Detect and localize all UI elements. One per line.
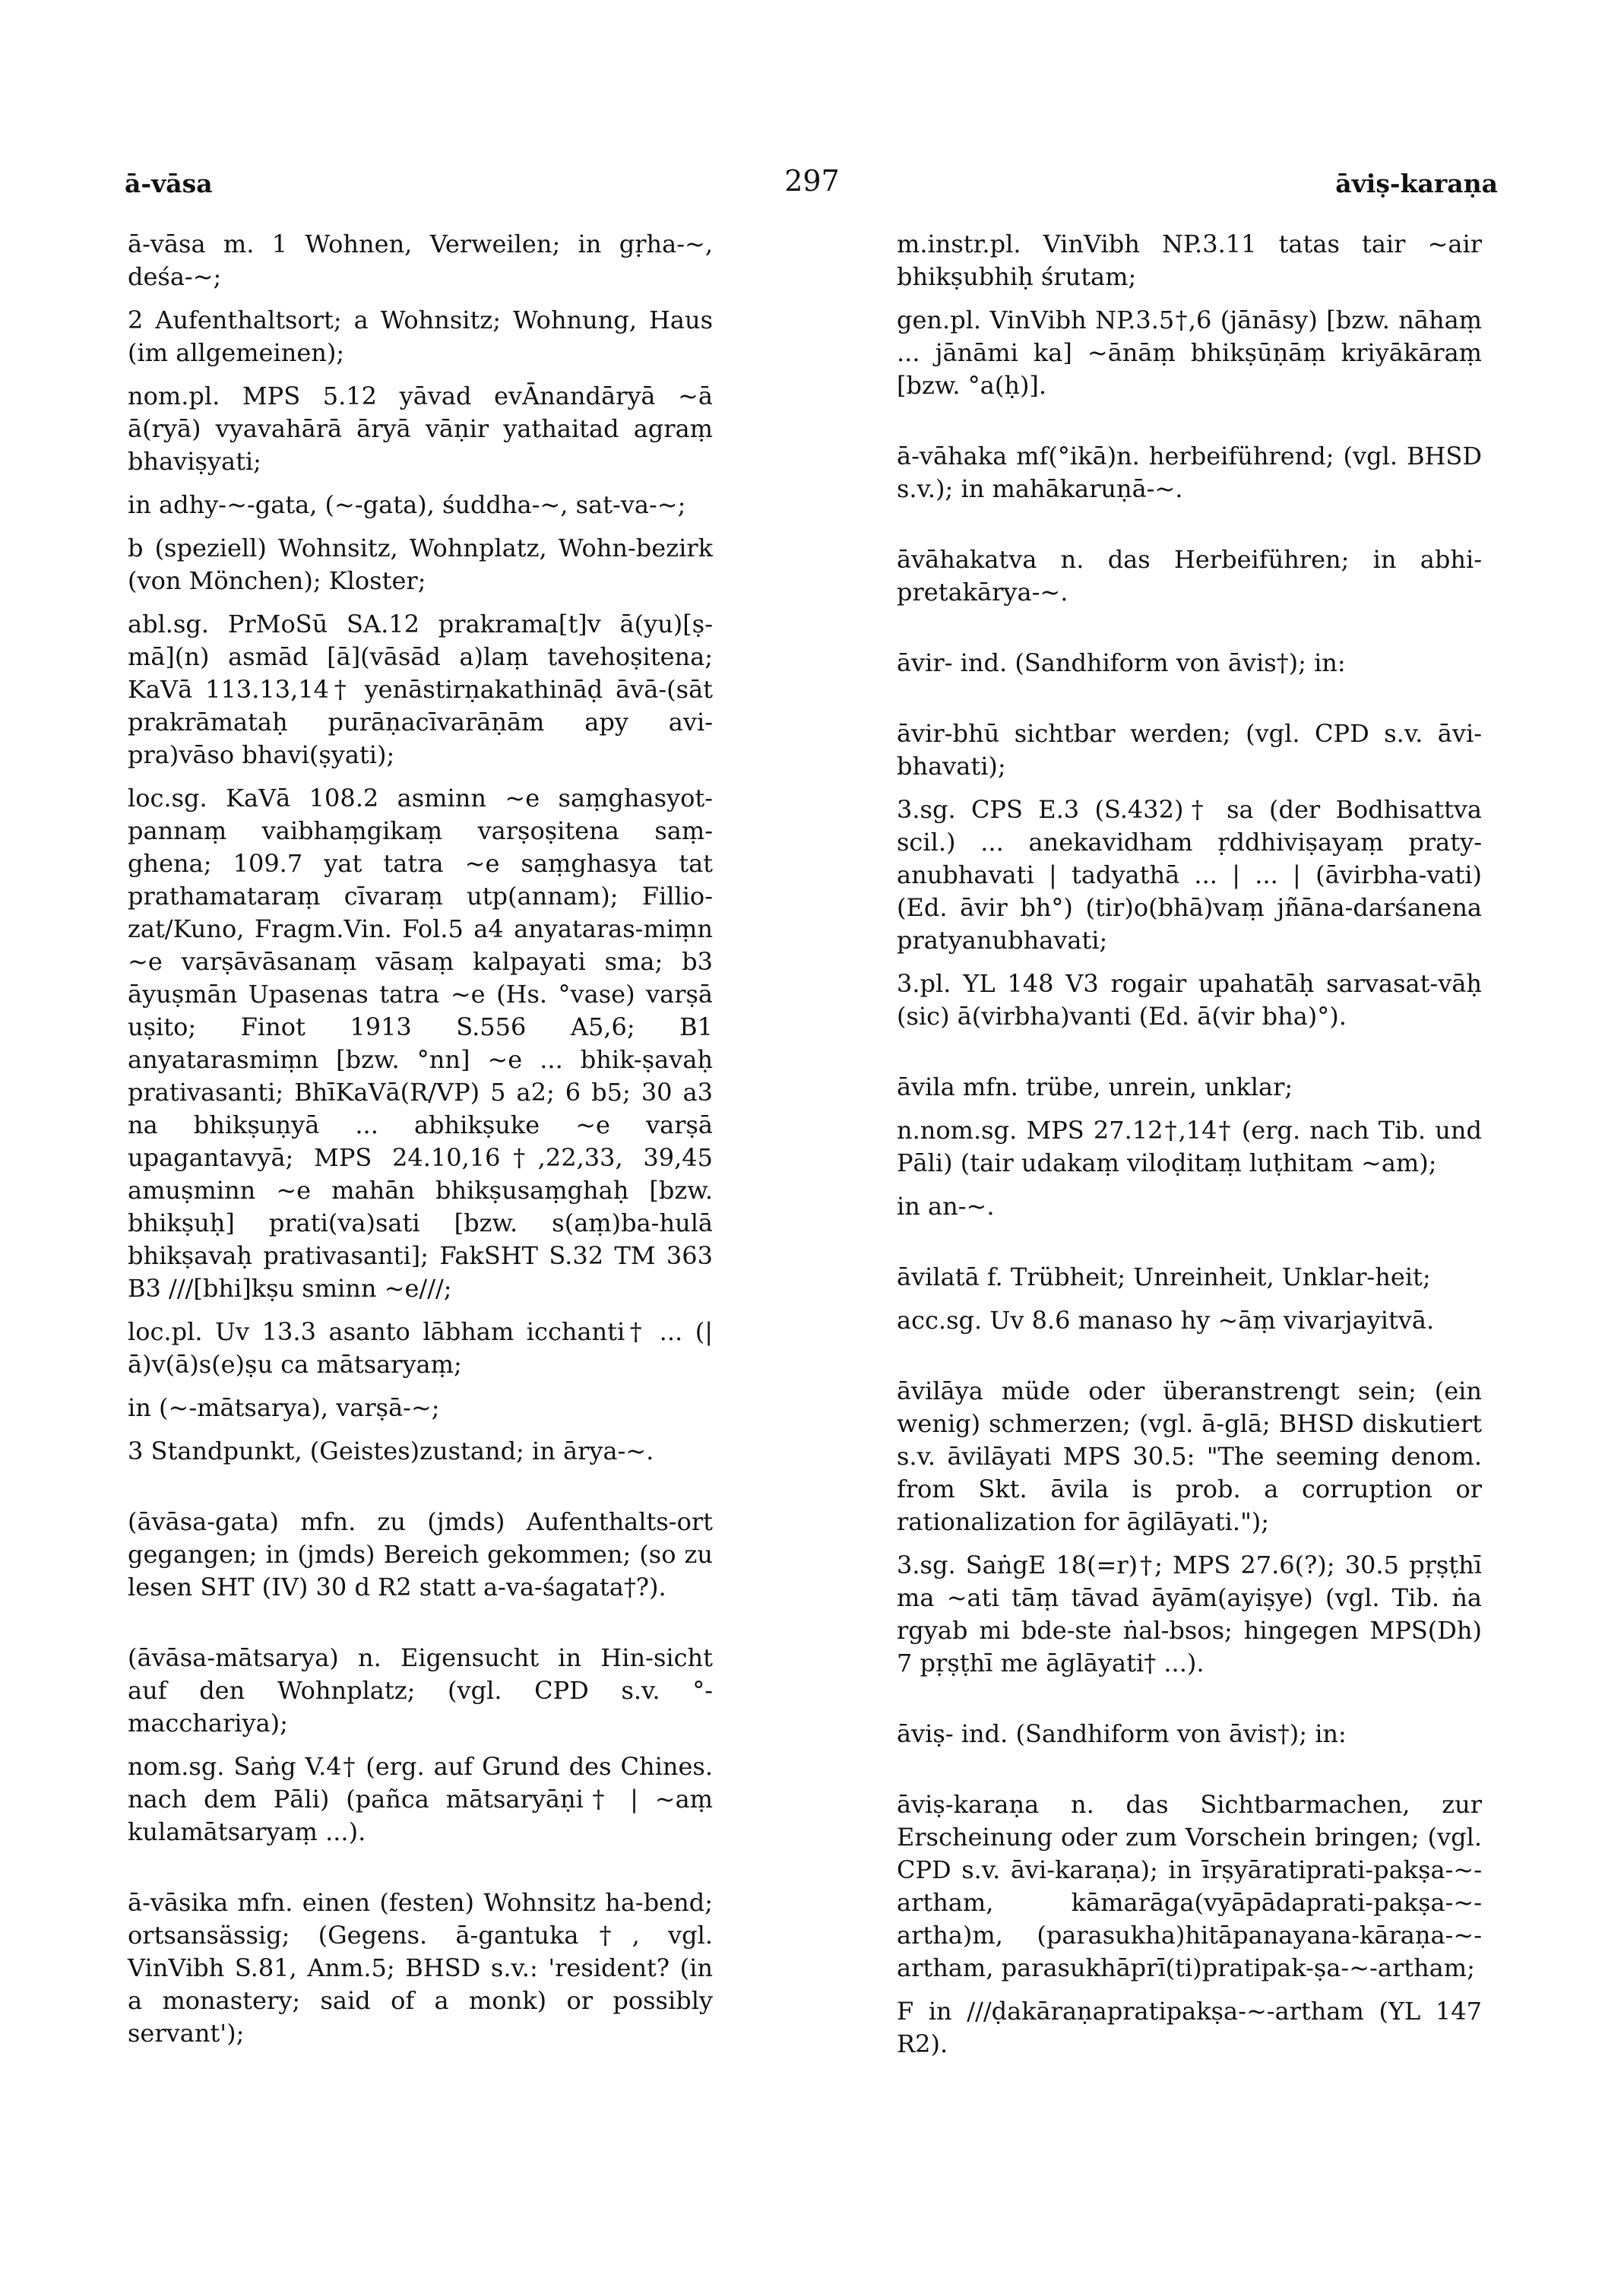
entry-paragraph: 3.pl. YL 148 V3 rogair upahatāḥ sarvasat-vāḥ (sic) ā(virbha)vanti (Ed. ā(vir bha)°). xyxy=(897,969,1482,1031)
entry-paragraph: āvir-bhū sichtbar werden; (vgl. CPD s.v. āvi-bhavati); xyxy=(897,719,1482,781)
entry-paragraph: ā-vāsika mfn. einen (festen) Wohnsitz ha-bend; ortsansässig; (Gegens. ā-gantuka†, vgl. VinVibh S.81, Anm.5; BHSD s.v.: 'resident? (in a monastery; said of a monk) or possibly servant'); xyxy=(128,1888,713,2048)
right-column xyxy=(897,228,1482,2061)
running-head-left: ā-vāsa xyxy=(125,169,213,198)
entry-paragraph: in (~-mātsarya), varṣā-~; xyxy=(128,1393,440,1422)
entry-paragraph: b (speziell) Wohnsitz, Wohnplatz, Wohn-bezirk (von Mönchen); Kloster; xyxy=(128,534,713,595)
entry-paragraph: nom.sg. Saṅg V.4† (erg. auf Grund des Chines. nach dem Pāli) (pañca mātsaryāṇi† | ~aṃ kulamātsaryaṃ ...). xyxy=(128,1752,713,1846)
entry-paragraph: āvāhakatva n. das Herbeiführen; in abhi-pretakārya-~. xyxy=(897,545,1482,607)
entry-paragraph: (āvāsa-mātsarya) n. Eigensucht in Hin-sicht auf den Wohnplatz; (vgl. CPD s.v. °-macchariya); xyxy=(128,1643,713,1738)
entry-paragraph: āviṣ-karaṇa n. das Sichtbarmachen, zur Erscheinung oder zum Vorschein bringen; (vgl. CPD s.v. āvi-karaṇa); in īrṣyāratiprati-pakṣa-~-artham, kāmarāga(vyāpādaprati-pakṣa-~-artha)m, (parasukha)hitāpanayana-kāraṇa-~-artham, parasukhāprī(ti)pratipak-ṣa-~-artham; xyxy=(897,1790,1482,1982)
entry-paragraph: 3 Standpunkt, (Geistes)zustand; in ārya-~. xyxy=(128,1437,654,1465)
entry-paragraph: āviṣ- ind. (Sandhiform von āvis†); in: xyxy=(897,1719,1347,1748)
entry-paragraph: n.nom.sg. MPS 27.12†,14† (erg. nach Tib. und Pāli) (tair udakaṃ viloḍitaṃ luṭhitam ~am); xyxy=(897,1116,1482,1177)
entry-paragraph: 2 Aufenthaltsort; a Wohnsitz; Wohnung, Haus (im allgemeinen); xyxy=(128,306,713,367)
page-number: 297 xyxy=(784,164,840,198)
entry-paragraph: 3.sg. CPS E.3 (S.432)† sa (der Bodhisattva scil.) ... anekavidham ṛddhiviṣayaṃ praty-anubhavati | tadyathā ... | ... | (āvirbha-vati) (Ed. āvir bh°) (tir)o(bhā)vaṃ jñāna-darśanena pratyanubhavati; xyxy=(897,795,1482,955)
entry-paragraph: āvila mfn. trübe, unrein, unklar; xyxy=(897,1072,1293,1101)
entry-paragraph: āvilatā f. Trübheit; Unreinheit, Unklar-heit; xyxy=(897,1262,1431,1291)
entry-paragraph: acc.sg. Uv 8.6 manaso hy ~āṃ vivarjayitvā. xyxy=(897,1306,1435,1335)
entry-paragraph: F in ///ḍakāraṇapratipakṣa-~-artham (YL 147 R2). xyxy=(897,1997,1482,2058)
entry-paragraph: ā-vāsa m. 1 Wohnen, Verweilen; in gṛha-~, deśa-~; xyxy=(128,230,713,291)
entry-paragraph: āvilāya müde oder überanstrengt sein; (ein wenig) schmerzen; (vgl. ā-glā; BHSD diskutiert s.v. āvilāyati MPS 30.5: "The seeming denom. from Skt. āvila is prob. a corruption or rationalization for āgilāyati."); xyxy=(897,1377,1482,1536)
entry-paragraph: nom.pl. MPS 5.12 yāvad evĀnandāryā ~ā ā(ryā) vyavahārā āryā vāṇir yathaitad agraṃ bhaviṣyati; xyxy=(128,382,713,476)
entry-paragraph: 3.sg. SaṅgE 18(=r)†; MPS 27.6(?); 30.5 pṛṣṭhī ma ~ati tāṃ tāvad āyām(ayiṣye) (vgl. Tib. ṅa rgyab mi bde-ste ṅal-bsos; hingegen MPS(Dh) 7 pṛṣṭhī me āglāyati† ...). xyxy=(897,1551,1482,1677)
entry-paragraph: (āvāsa-gata) mfn. zu (jmds) Aufenthalts-ort gegangen; in (jmds) Bereich gekommen; (so zu lesen SHT (IV) 30 d R2 statt a-va-śagata†?). xyxy=(128,1507,713,1601)
entry-paragraph: abl.sg. PrMoSū SA.12 prakrama[t]v ā(yu)[ṣ-mā](n) asmād [ā](vāsād a)laṃ tavehoṣitena; KaVā 113.13,14† yenāstirṇakathināḍ āvā-(sāt prakrāmataḥ purāṇacīvarāṇām apy avi-pra)vāso bhavi(ṣyati); xyxy=(128,610,713,769)
running-head-right: āviṣ-karaṇa xyxy=(1335,169,1498,198)
entry-paragraph: in adhy-~-gata, (~-gata), śuddha-~, sat-va-~; xyxy=(128,490,686,519)
entry-paragraph: gen.pl. VinVibh NP.3.5†,6 (jānāsy) [bzw. nāhaṃ ... jānāmi ka] ~ānāṃ bhikṣūṇāṃ kriyākāraṃ [bzw. °a(ḥ)]. xyxy=(897,306,1482,400)
entry-paragraph: loc.sg. KaVā 108.2 asminn ~e saṃghasyot-pannaṃ vaibhaṃgikaṃ varṣoṣitena saṃ-ghena; 109.7 yat tatra ~e saṃghasya tat prathamataraṃ cīvaraṃ utp(annam); Fillio-zat/Kuno, Fragm.Vin. Fol.5 a4 anyataras-miṃn ~e varṣāvāsanaṃ vāsaṃ kalpayati sma; b3 āyuṣmān Upasenas tatra ~e (Hs. °vase) varṣā uṣito; Finot 1913 S.556 A5,6; B1 anyatarasmiṃn [bzw. °nn] ~e ... bhik-ṣavaḥ prativasanti; BhīKaVā(R/VP) 5 a2; 6 b5; 30 a3 na bhikṣuṇyā ... abhikṣuke ~e varṣā upagantavyā; MPS 24.10,16†,22,33, 39,45 amuṣminn ~e mahān bhikṣusaṃghaḥ [bzw. bhikṣuḥ] prati(va)sati [bzw. s(aṃ)ba-hulā bhikṣavaḥ prativasanti]; FakSHT S.32 TM 363 B3 ///[bhi]kṣu sminn ~e///; xyxy=(128,784,713,1303)
entry-paragraph: in an-~. xyxy=(897,1192,995,1221)
entry-paragraph: m.instr.pl. VinVibh NP.3.11 tatas tair ~air bhikṣubhiḥ śrutam; xyxy=(897,230,1482,291)
entry-paragraph: loc.pl. Uv 13.3 asanto lābham icchanti† ... (| ā)v(ā)s(e)ṣu ca mātsaryaṃ; xyxy=(128,1317,713,1379)
entry-paragraph: ā-vāhaka mf(°ikā)n. herbeiführend; (vgl. BHSD s.v.); in mahākaruṇā-~. xyxy=(897,442,1482,503)
entry-paragraph: āvir- ind. (Sandhiform von āvis†); in: xyxy=(897,648,1346,677)
left-column xyxy=(128,228,713,2050)
